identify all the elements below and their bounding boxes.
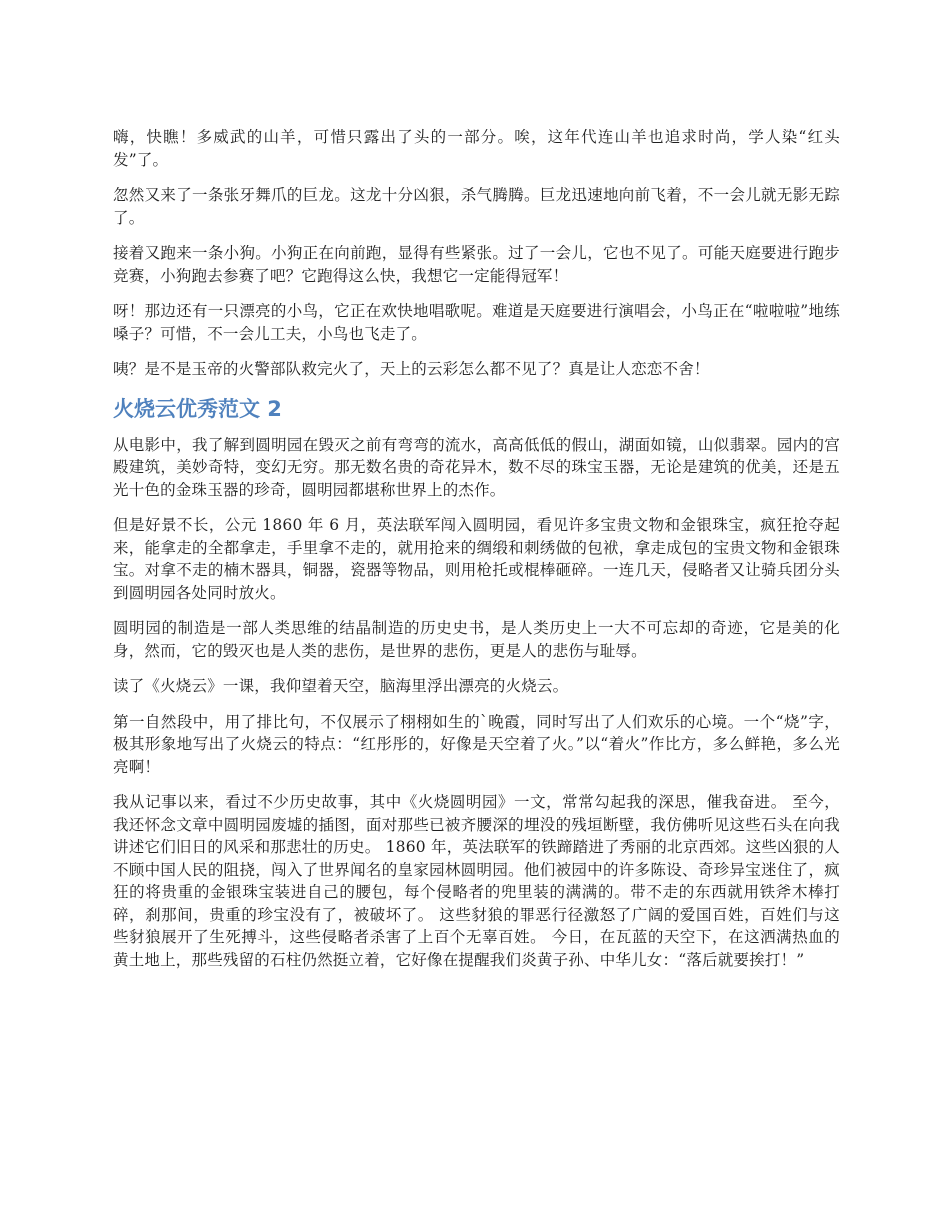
paragraph-invasion-1860: 但是好景不长，公元 1860 年 6 月，英法联军闯入圆明园，看见许多宝贵文物和金银珠宝，疯狂抢夺起来，能拿走的全都拿走，手里拿不走的，就用抢来的绸缎和刺绣做的包袱，拿走成包的宝贵文物和金银珠宝。对拿不走的楠木器具，铜器，瓷器等物品，则用枪托或棍棒砸碎。一连几天，侵略者又让骑兵团分头到圆明园各处同时放火。 (113, 516, 840, 602)
document-page (113, 126, 840, 984)
paragraph-first-section: 第一自然段中，用了排比句，不仅展示了栩栩如生的`晚霞，同时写出了人们欢乐的心境。一个“烧”字，极其形象地写出了火烧云的特点：“红彤彤的，好像是天空着了火。”以“着火”作比方，多么鲜艳，多么光亮啊！ (113, 712, 840, 776)
paragraph-goat: 嗨，快瞧！多威武的山羊，可惜只露出了头的一部分。唉，这年代连山羊也追求时尚，学人染“红头发”了。 (113, 128, 840, 169)
paragraph-dragon: 忽然又来了一条张牙舞爪的巨龙。这龙十分凶狠，杀气腾腾。巨龙迅速地向前飞着，不一会儿就无影无踪了。 (113, 186, 840, 227)
paragraph-reading: 读了《火烧云》一课，我仰望着天空，脑海里浮出漂亮的火烧云。 (113, 677, 569, 695)
section-heading: 火烧云优秀范文 2 (113, 396, 282, 421)
paragraph-yuanmingyuan-before: 从电影中，我了解到圆明园在毁灭之前有弯弯的流水，高高低低的假山，湖面如镜，山似翡翠。园内的宫殿建筑，美妙奇特，变幻无穷。那无数名贵的奇花异木，数不尽的珠宝玉器，无论是建筑的优美，还是五光十色的金珠玉器的珍奇，圆明园都堪称世界上的杰作。 (113, 435, 840, 499)
paragraph-bird: 呀！那边还有一只漂亮的小鸟，它正在欢快地唱歌呢。难道是天庭要进行演唱会，小鸟正在“啦啦啦”地练嗓子？可惜，不一会儿工夫，小鸟也飞走了。 (113, 302, 840, 343)
paragraph-clouds-gone: 咦？是不是玉帝的火警部队救完火了，天上的云彩怎么都不见了？真是让人恋恋不舍！ (113, 360, 710, 378)
paragraph-dog: 接着又跑来一条小狗。小狗正在向前跑，显得有些紧张。过了一会儿，它也不见了。可能天庭要进行跑步竞赛，小狗跑去参赛了吧？它跑得这么快，我想它一定能得冠军！ (113, 244, 840, 285)
paragraph-reflection: 我从记事以来，看过不少历史故事，其中《火烧圆明园》一文，常常勾起我的深思，催我奋进。 至今，我还怀念文章中圆明园废墟的插图，面对那些已被齐腰深的埋没的残垣断壁，我仿佛听见这些石头在向我讲述它们旧日的风采和那悲壮的历史。 1860 年，英法联军的铁蹄踏进了秀丽的北京西郊。这些凶狠的人不顾中国人民的阻挠，闯入了世界闻名的皇家园林圆明园。他们被园中的许多陈设、奇珍异宝迷住了，疯狂的将贵重的金银珠宝装进自己的腰包，每个侵略者的兜里装的满满的。带不走的东西就用铁斧木棒打碎，刹那间，贵重的珍宝没有了，被破坏了。 这些豺狼的罪恶行径激怒了广阔的爱国百姓，百姓们与这些豺狼展开了生死搏斗，这些侵略者杀害了上百个无辜百姓。 今日，在瓦蓝的天空下，在这洒满热血的黄土地上，那些残留的石柱仍然挺立着，它好像在提醒我们炎黄子孙、中华儿女：“落后就要挨打！” (113, 793, 840, 969)
paragraph-history-book: 圆明园的制造是一部人类思维的结晶制造的历史史书，是人类历史上一大不可忘却的奇迹，它是美的化身，然而，它的毁灭也是人类的悲伤，是世界的悲伤，更是人的悲伤与耻辱。 (113, 619, 840, 660)
